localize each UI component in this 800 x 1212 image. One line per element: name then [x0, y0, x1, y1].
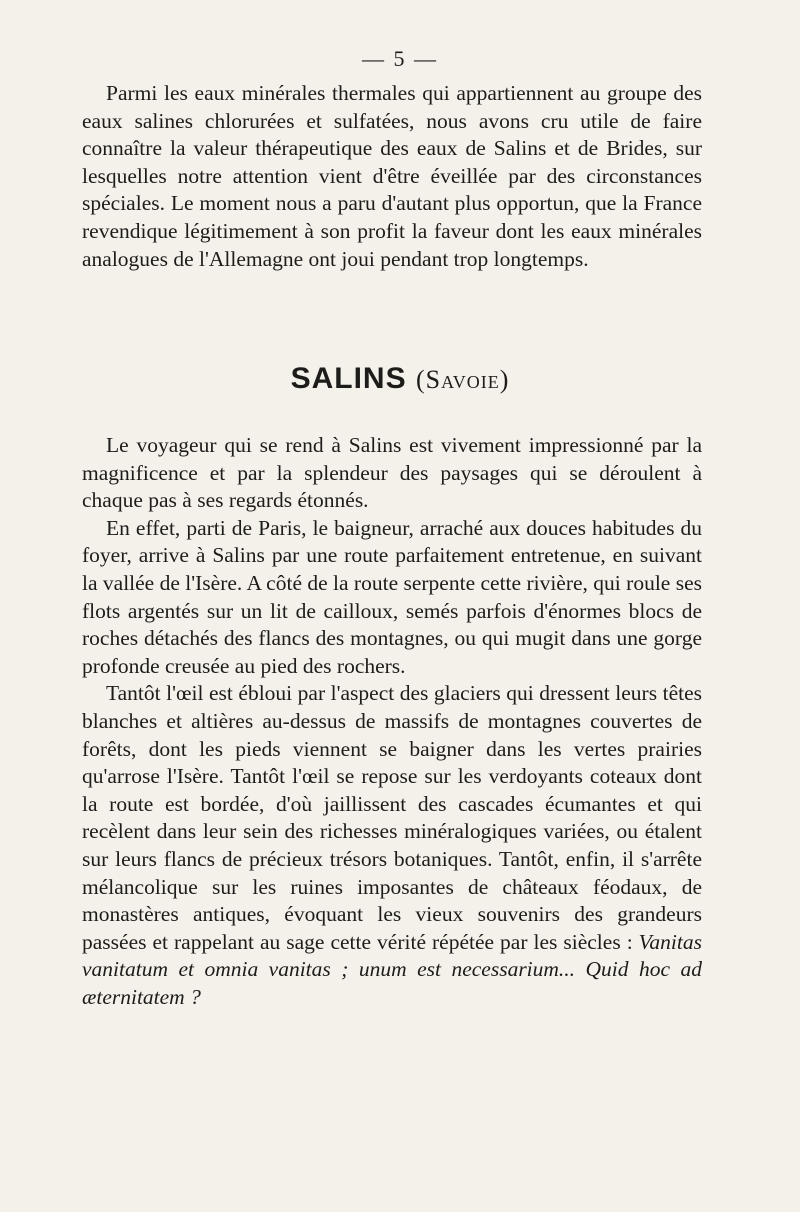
intro-paragraph: Parmi les eaux minérales thermales qui appartiennent au groupe des eaux salines chlorurées et sulfatées, nous avons cru utile de faire connaître la valeur thérapeutique des eaux de Salins et de Brides, sur lesquelles notre attention vient d'être éveillée par des circonstances spéciales. Le moment nous a paru d'autant plus opportun, que la France revendique légitimement à son profit la faveur dont les eaux minérales analogues de l'Allemagne ont joui pendant trop longtemps.: [82, 81, 702, 271]
paragraph: En effet, parti de Paris, le baigneur, arraché aux douces habitudes du foyer, arrive à Salins par une route parfaitement entretenue, en suivant la vallée de l'Isère. A côté de la route serpente cette rivière, qui roule ses flots argentés sur un lit de cailloux, semés parfois d'énormes blocs de roches détachés des flancs des montagnes, ou qui mugit dans une gorge profonde creusée au pied des rochers.: [82, 515, 702, 678]
page-number: — 5 —: [362, 46, 438, 71]
heading-title: SALINS: [290, 362, 407, 395]
section-heading: [0, 362, 800, 396]
section-body: [82, 432, 702, 1011]
latin-quote: Vanitas vanitatum et omnia vanitas ; unum est necessarium... Quid hoc ad æternitatem ?: [82, 929, 702, 1009]
paragraph: Le voyageur qui se rend à Salins est vivement impressionné par la magnificence et par la splendeur des paysages qui se déroulent à chaque pas à ses regards étonnés.: [82, 433, 702, 513]
paragraph-text: Tantôt l'œil est ébloui par l'aspect des glaciers qui dressent leurs têtes blanches et altières au-dessus de massifs de montagnes couvertes de forêts, dont les pieds viennent se baigner dans les vertes prairies qu'arrose l'Isère. Tantôt l'œil se repose sur les verdoyants coteaux dont la route est bordée, d'où jaillissent des cascades écumantes et qui recèlent dans leur sein des richesses minéralogiques variées, ou étalent sur leurs flancs de précieux trésors botaniques. Tantôt, enfin, il s'arrête mélancolique sur les ruines imposantes de châteaux féodaux, de monastères antiques, évoquant les vieux souvenirs des grandeurs passées et rappelant au sage cette vérité répétée par les siècles :: [82, 681, 702, 954]
paragraph-last: [82, 680, 702, 1011]
heading-region: (Savoie): [415, 365, 510, 394]
